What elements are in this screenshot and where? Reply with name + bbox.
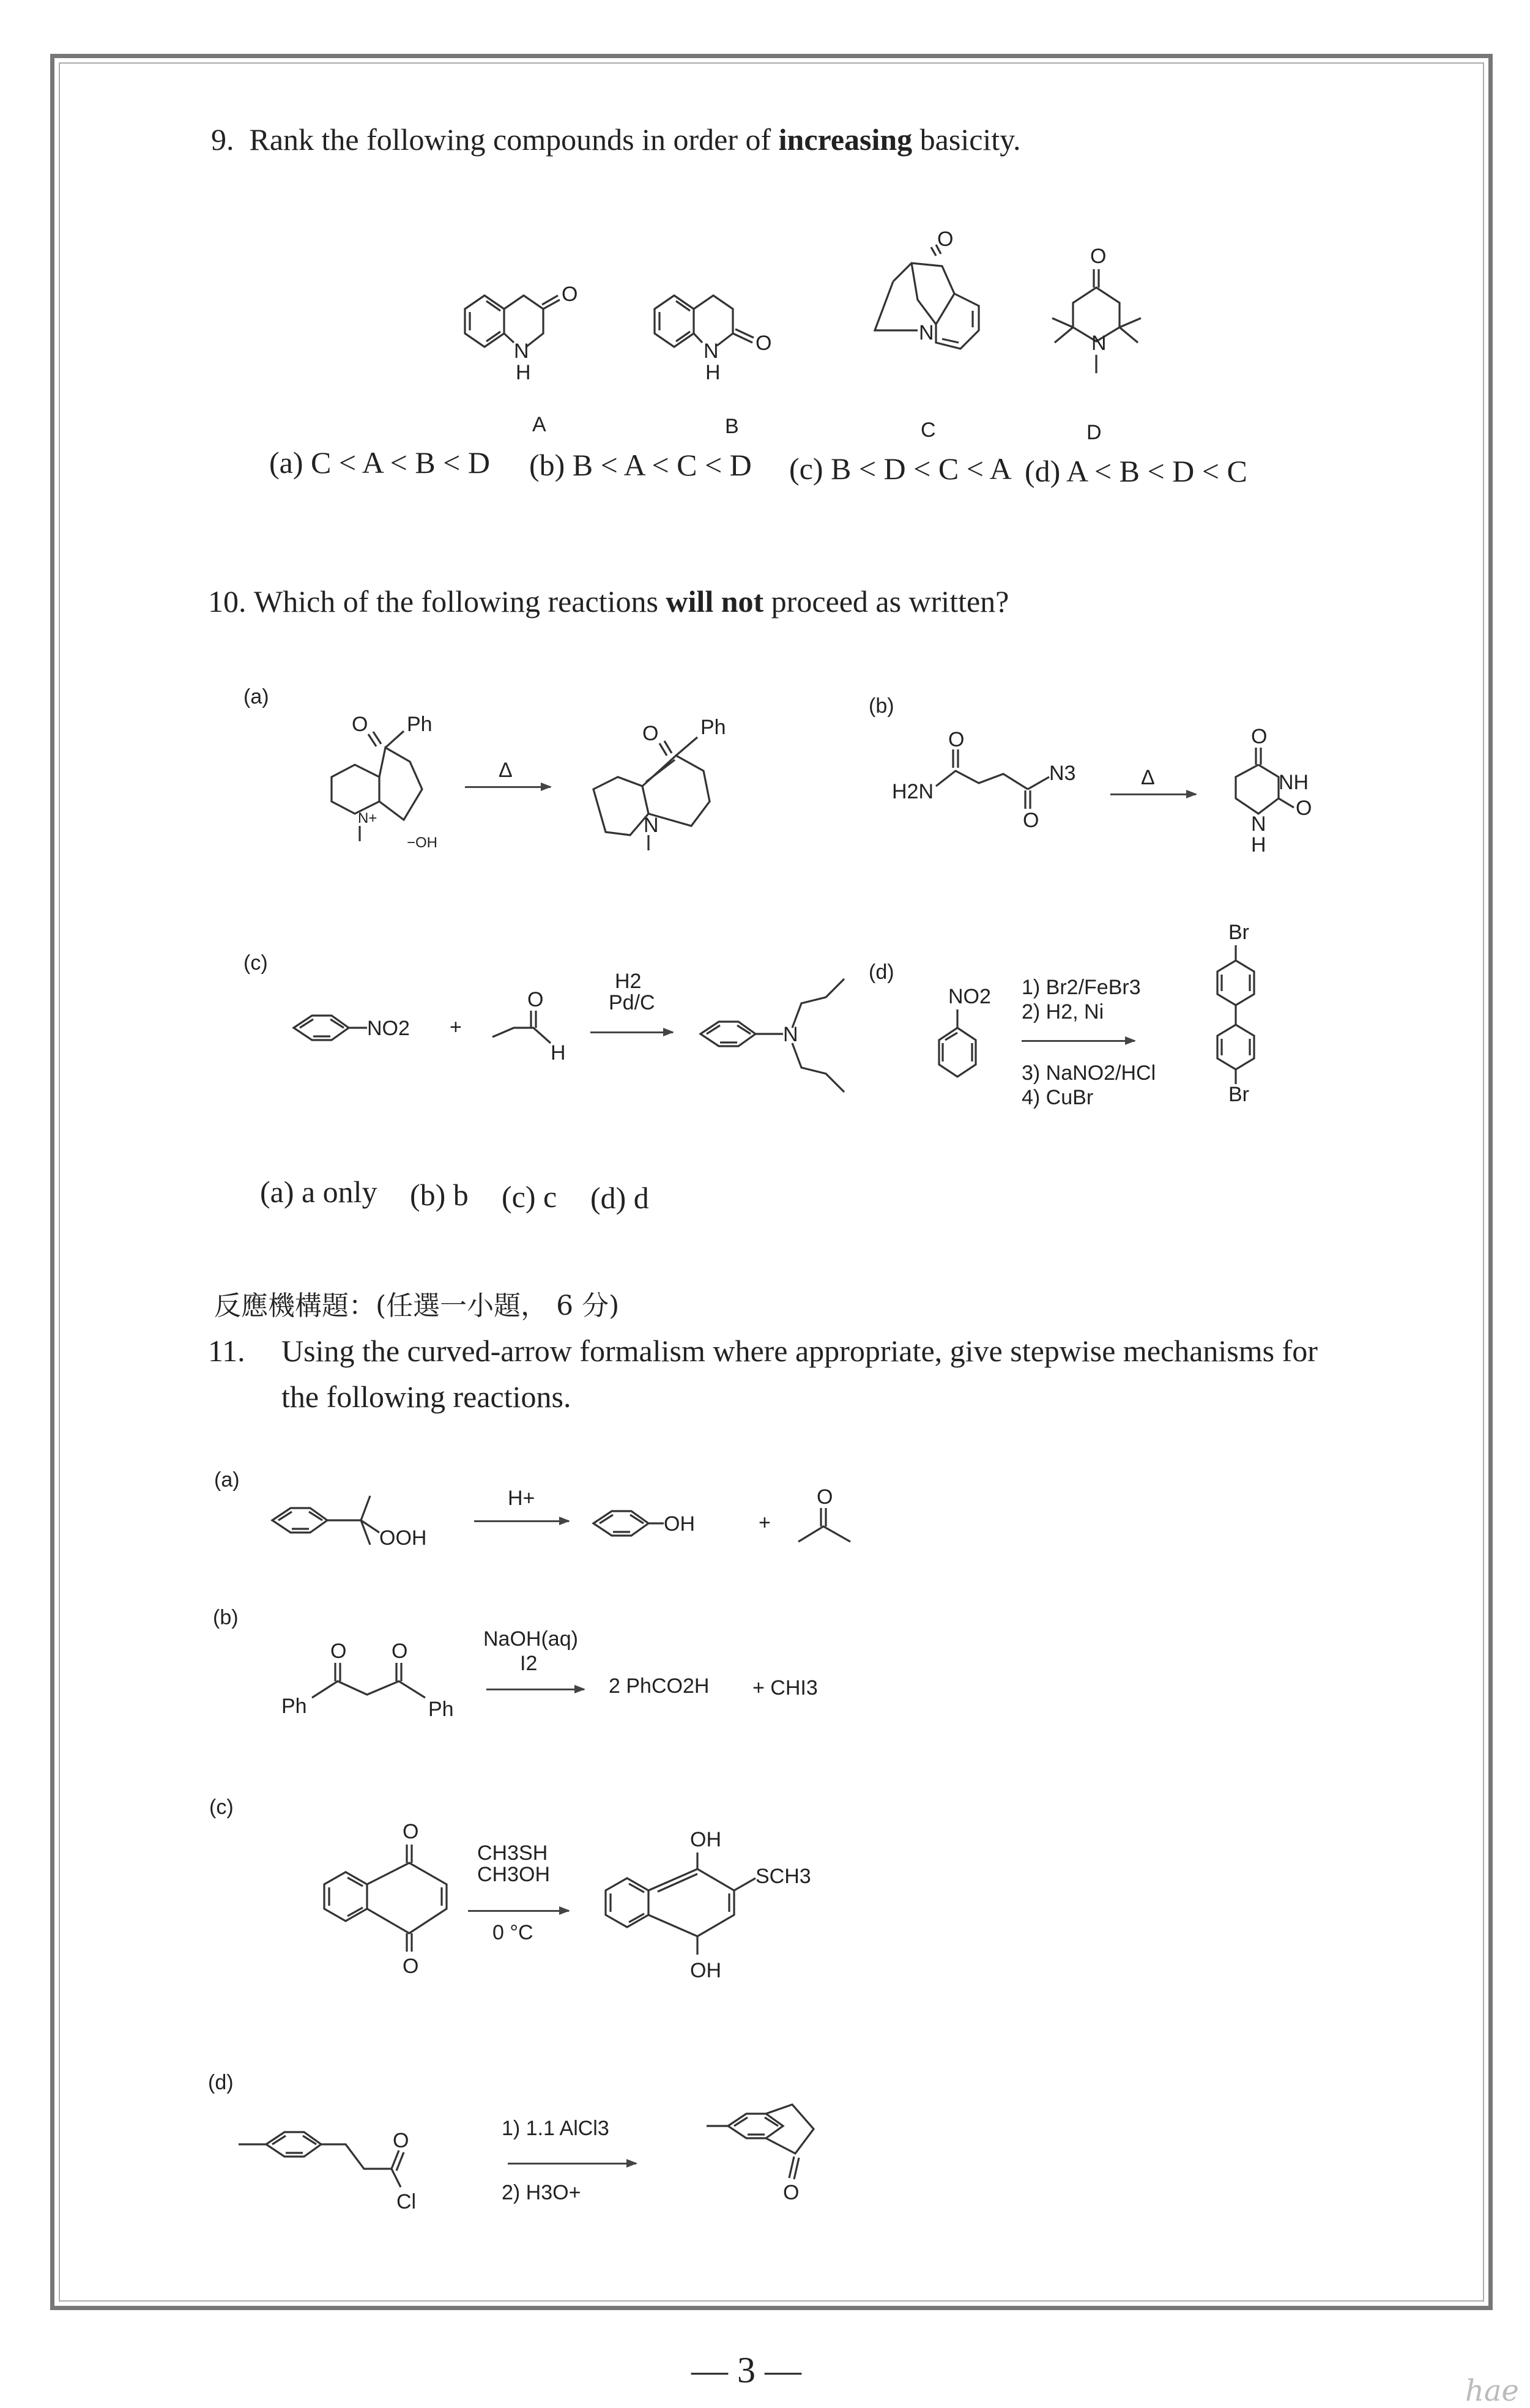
svg-text:O: O: [393, 2129, 409, 2152]
svg-text:Ph: Ph: [281, 1695, 307, 1718]
q10-d-cond2: 2) H2, Ni: [1022, 1000, 1104, 1024]
q10-option-a: (a) a only: [260, 1175, 377, 1209]
svg-text:O: O: [756, 332, 772, 355]
q10-d-nitrobenzene: [912, 979, 1022, 1101]
svg-text:O: O: [403, 1955, 419, 1978]
q10-b-reactant: [887, 722, 1107, 844]
q11-b-product2: + CHI3: [752, 1676, 818, 1700]
q10-a-arrow: [465, 786, 551, 788]
q11-part-c-label: (c): [209, 1796, 234, 1819]
q10-part-d-label: (d): [869, 961, 894, 984]
q11-c-product: [593, 1817, 838, 2001]
q9-option-d: (d) A < B < D < C: [1025, 454, 1247, 488]
q9-option-c: (c) B < D < C < A: [789, 452, 1012, 486]
q11-a-acetone: [789, 1481, 881, 1566]
q10-c-arrow: [590, 1031, 673, 1033]
svg-text:H: H: [1251, 833, 1266, 857]
q11-a-reactant: [263, 1468, 483, 1572]
svg-text:OH: OH: [690, 1828, 721, 1851]
q11-c-cond2: CH3OH: [477, 1863, 551, 1886]
q9-label-d: D: [1086, 421, 1102, 444]
svg-text:H: H: [551, 1041, 566, 1065]
q10-d-cond4: 4) CuBr: [1022, 1086, 1094, 1109]
svg-text:O: O: [392, 1640, 408, 1663]
svg-text:Br: Br: [1228, 921, 1249, 944]
q11-part-d-label: (d): [208, 2071, 234, 2094]
q10-part-a-label: (a): [243, 685, 269, 708]
q10-c-product: [691, 973, 875, 1113]
q10-d-cond3: 3) NaNO2/HCl: [1022, 1061, 1156, 1085]
q10-a-product: [587, 710, 783, 869]
q11-b-cond2: I2: [520, 1652, 538, 1675]
q11-part-b-label: (b): [213, 1606, 239, 1629]
q9-label-c: C: [921, 418, 936, 442]
svg-text:N: N: [1091, 332, 1107, 355]
q9-label-a: A: [532, 413, 546, 436]
q10-a-reactant: [294, 704, 489, 869]
q10-d-arrow: [1022, 1040, 1135, 1042]
q11-d-cond1: 1) 1.1 AlCl3: [502, 2117, 609, 2140]
q11-c-cond1: CH3SH: [477, 1841, 548, 1865]
svg-text:Ph: Ph: [407, 713, 433, 736]
q10-c-propanal: [483, 985, 587, 1083]
q10-part-c-label: (c): [243, 951, 268, 975]
svg-text:−OH: −OH: [407, 834, 438, 851]
q9-compound-a: [453, 257, 636, 398]
q10-option-c: (c) c: [502, 1180, 557, 1214]
svg-text:O: O: [1251, 725, 1268, 748]
q11-d-product: [697, 2080, 856, 2251]
svg-text:O: O: [937, 228, 954, 251]
svg-text:Ph: Ph: [428, 1698, 454, 1721]
svg-text:O: O: [527, 988, 544, 1011]
svg-text:H: H: [705, 361, 721, 384]
svg-text:O: O: [352, 713, 368, 736]
q11-c-cond3: 0 °C: [492, 1921, 533, 1944]
svg-text:N: N: [704, 340, 719, 363]
svg-text:SCH3: SCH3: [756, 1865, 811, 1888]
q11-number: 11.: [208, 1334, 245, 1368]
q10-c-cond-h2: H2: [615, 970, 642, 993]
svg-text:O: O: [817, 1485, 833, 1509]
svg-text:N: N: [1251, 812, 1266, 836]
q11-a-phenol: [584, 1471, 743, 1563]
q11-d-cond2: 2) H3O+: [502, 2181, 581, 2204]
svg-text:H2N: H2N: [892, 780, 934, 803]
svg-text:O: O: [948, 728, 965, 751]
q10-part-b-label: (b): [869, 694, 894, 718]
q11-header: 反應機構題：(任選一小題， 6 分): [214, 1290, 620, 1321]
q11-b-reactant: [281, 1633, 477, 1737]
q10-a-condition: Δ: [499, 759, 513, 782]
q10-c-cond-pdc: Pd/C: [609, 991, 655, 1014]
q9-prompt: 9. Rank the following compounds in order of increasing basicity.: [211, 122, 1021, 157]
svg-text:N: N: [783, 1023, 798, 1046]
svg-text:N: N: [644, 814, 659, 837]
svg-text:NO2: NO2: [948, 985, 991, 1008]
q9-label-b: B: [725, 415, 739, 438]
q9-option-a: (a) C < A < B < D: [269, 445, 490, 480]
svg-text:O: O: [562, 283, 578, 306]
svg-text:Ph: Ph: [700, 716, 726, 739]
svg-text:H: H: [516, 361, 531, 384]
svg-text:Br: Br: [1228, 1083, 1249, 1106]
q11-a-arrow: [474, 1520, 569, 1522]
svg-text:NH: NH: [1279, 771, 1309, 794]
q10-b-arrow: [1110, 793, 1196, 795]
q10-b-product: [1217, 722, 1352, 875]
q11-b-cond1: NaOH(aq): [483, 1627, 578, 1651]
q10-c-plus: +: [450, 1016, 462, 1039]
q11-d-reactant: [239, 2080, 496, 2227]
q11-d-arrow: [508, 2163, 636, 2165]
q11-part-a-label: (a): [214, 1468, 240, 1492]
q9-option-b: (b) B < A < C < D: [529, 448, 752, 482]
svg-text:N: N: [919, 321, 934, 344]
q10-option-b: (b) b: [410, 1178, 469, 1212]
q11-prompt-line2: the following reactions.: [281, 1380, 571, 1414]
svg-text:OH: OH: [664, 1512, 695, 1536]
handwritten-note: hae: [1465, 2374, 1519, 2408]
page-number: — 3 —: [691, 2350, 801, 2390]
q11-prompt-line1: Using the curved-arrow formalism where appropriate, give stepwise mechanisms for: [281, 1334, 1318, 1368]
svg-text:O: O: [1296, 797, 1312, 820]
svg-text:OOH: OOH: [379, 1526, 427, 1550]
q9-compound-c: [850, 226, 1034, 398]
svg-text:O: O: [783, 2181, 800, 2204]
svg-text:Cl: Cl: [396, 2190, 417, 2213]
q11-a-condition: H+: [508, 1487, 535, 1510]
svg-text:OH: OH: [690, 1959, 721, 1982]
q10-prompt: 10. Which of the following reactions will not proceed as written?: [208, 584, 1009, 619]
q11-b-product: 2 PhCO2H: [609, 1674, 710, 1698]
q10-option-d: (d) d: [590, 1181, 649, 1215]
q9-compound-b: [642, 257, 826, 398]
q11-c-reactant: [312, 1817, 471, 2001]
q11-a-plus: +: [759, 1511, 771, 1534]
q9-compound-d: [1040, 239, 1162, 392]
svg-text:N: N: [514, 340, 529, 363]
svg-text:NO2: NO2: [367, 1017, 410, 1040]
q10-c-nitrobenzene: [288, 979, 471, 1077]
svg-text:N3: N3: [1049, 762, 1076, 785]
svg-text:O: O: [403, 1820, 419, 1843]
svg-text:N+: N+: [358, 810, 377, 827]
svg-text:O: O: [1023, 809, 1039, 832]
q10-d-product: [1187, 918, 1297, 1175]
q10-d-cond1: 1) Br2/FeBr3: [1022, 976, 1141, 999]
q11-b-arrow: [486, 1689, 584, 1690]
svg-text:O: O: [330, 1640, 347, 1663]
svg-text:O: O: [1090, 245, 1107, 268]
svg-text:O: O: [642, 722, 659, 745]
q10-b-condition: Δ: [1141, 766, 1155, 789]
q11-c-arrow: [468, 1910, 569, 1912]
